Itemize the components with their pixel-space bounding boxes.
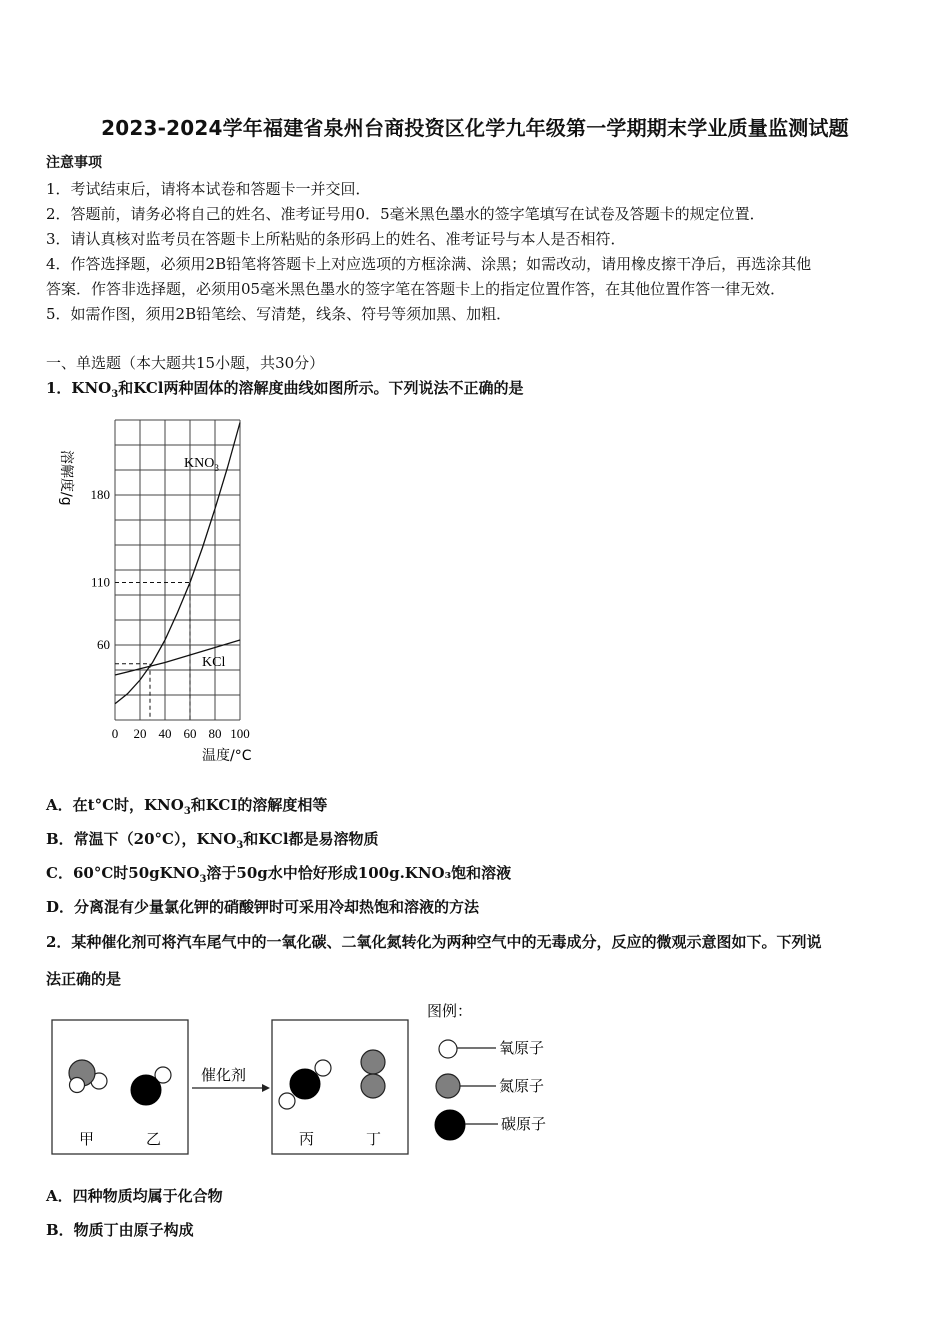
oxygen-atom bbox=[70, 1078, 85, 1093]
section-heading: 一、单选题（本大题共15小题，共30分） bbox=[46, 354, 325, 372]
y-tick-label: 60 bbox=[97, 637, 110, 652]
catalyst-label: 催化剂 bbox=[201, 1066, 247, 1084]
q1-option-c-pre: C．60°C时50gKNO bbox=[46, 864, 200, 882]
q1-stem-post: 和KCl两种固体的溶解度曲线如图所示。下列说法不正确的是 bbox=[118, 379, 524, 397]
q1-option-b-pre: B．常温下（20°C），KNO bbox=[46, 830, 237, 848]
notice-item-5: 5．如需作图，须用2B铅笔绘、写清楚，线条、符号等须加黑、加粗． bbox=[46, 305, 512, 323]
notice-item-4: 4．作答选择题，必须用2B铅笔将答题卡上对应选项的方框涂满、涂黑；如需改动，请用橡皮擦干净后，再选涂其他 bbox=[46, 255, 812, 273]
q1-option-d-text: D．分离混有少量氯化钾的硝酸钾时可采用冷却热饱和溶液的方法 bbox=[46, 898, 480, 916]
q2-option-b[interactable]: B．物质丁由原子构成 bbox=[46, 1221, 194, 1239]
chart-guides bbox=[115, 583, 190, 721]
carbon-atom bbox=[290, 1069, 320, 1099]
label-ding: 丁 bbox=[366, 1130, 382, 1148]
q1-option-a-post: 和KCI的溶解度相等 bbox=[190, 796, 328, 814]
q1-option-a-pre: A．在t°C时，KNO bbox=[46, 796, 184, 814]
x-axis-label: 温度/°C bbox=[202, 748, 252, 764]
x-tick-label: 20 bbox=[133, 726, 147, 741]
nitrogen-atom bbox=[361, 1050, 385, 1074]
q2-stem-line2: 法正确的是 bbox=[46, 970, 122, 988]
q1-option-c-sub: 3 bbox=[199, 874, 207, 885]
chart-ticks bbox=[91, 487, 250, 741]
x-tick-label: 80 bbox=[208, 726, 222, 741]
q1-option-c[interactable] bbox=[46, 862, 511, 885]
legend-carbon: 碳原子 bbox=[501, 1115, 547, 1133]
label-bing: 丙 bbox=[299, 1130, 315, 1148]
q1-stem-sub: 3 bbox=[111, 389, 119, 400]
carbon-atom bbox=[131, 1075, 161, 1105]
q1-option-a[interactable] bbox=[46, 794, 327, 817]
x-tick-label: 0 bbox=[111, 726, 119, 741]
q1-stem-pre: 1．KNO bbox=[46, 379, 112, 397]
solubility-chart bbox=[50, 410, 290, 770]
legend-oxygen: 氧原子 bbox=[499, 1039, 545, 1057]
q2-option-a[interactable]: A．四种物质均属于化合物 bbox=[46, 1187, 223, 1205]
chart-grid bbox=[115, 420, 240, 720]
label-jia: 甲 bbox=[79, 1130, 95, 1148]
page-title: 2023-2024学年福建省泉州台商投资区化学九年级第一学期期末学业质量监测试题 bbox=[101, 116, 849, 140]
x-tick-label: 60 bbox=[183, 726, 197, 741]
q1-stem bbox=[46, 377, 524, 400]
nitrogen-atom bbox=[361, 1074, 385, 1098]
notice-item-1: 1．考试结束后，请将本试卷和答题卡一并交回． bbox=[46, 180, 371, 198]
reaction-diagram bbox=[46, 998, 586, 1163]
y-tick-label: 110 bbox=[90, 574, 110, 590]
legend-nitrogen-icon bbox=[436, 1074, 460, 1098]
x-tick-label: 100 bbox=[230, 726, 250, 741]
kcl-curve-label: KCl bbox=[202, 655, 226, 670]
legend-title: 图例： bbox=[427, 1002, 473, 1020]
y-axis-label: 溶解度/g bbox=[58, 450, 74, 506]
notice-item-3: 3．请认真核对监考员在答题卡上所粘贴的条形码上的姓名、准考证号与本人是否相符． bbox=[46, 230, 626, 248]
q1-option-a-sub: 3 bbox=[183, 806, 191, 817]
kno3-label-text: KNO bbox=[184, 456, 215, 471]
q1-option-c-post: 溶于50g水中恰好形成100g.KNO₃饱和溶液 bbox=[206, 864, 512, 882]
y-tick-label: 180 bbox=[90, 487, 110, 502]
reaction-arrowhead bbox=[262, 1084, 270, 1092]
x-tick-label: 40 bbox=[158, 726, 172, 741]
legend-oxygen-icon bbox=[439, 1040, 457, 1058]
notice-item-4-cont: 答案．作答非选择题，必须用05毫米黑色墨水的签字笔在答题卡上的指定位置作答，在其他位置作答一律无效． bbox=[46, 280, 786, 298]
kno3-label-sub: 3 bbox=[214, 463, 219, 473]
q1-option-b-sub: 3 bbox=[236, 840, 244, 851]
oxygen-atom bbox=[279, 1093, 295, 1109]
notice-item-2: 2．答题前，请务必将自己的姓名、准考证号用0．5毫米黑色墨水的签字笔填写在试卷及答题卡的规定位置． bbox=[46, 205, 765, 223]
q2-stem-line1: 2．某种催化剂可将汽车尾气中的一氧化碳、二氧化氮转化为两种空气中的无毒成分，反应的微观示意图如下。下列说 bbox=[46, 933, 822, 951]
q1-option-b-post: 和KCl都是易溶物质 bbox=[243, 830, 379, 848]
label-yi: 乙 bbox=[146, 1130, 162, 1148]
oxygen-atom bbox=[315, 1060, 331, 1076]
q1-option-b[interactable] bbox=[46, 828, 379, 851]
legend-carbon-icon bbox=[435, 1110, 465, 1140]
kno3-curve-label bbox=[184, 456, 219, 473]
legend-nitrogen: 氮原子 bbox=[499, 1077, 545, 1095]
q1-option-d[interactable] bbox=[46, 896, 479, 917]
notice-heading: 注意事项 bbox=[46, 155, 102, 171]
